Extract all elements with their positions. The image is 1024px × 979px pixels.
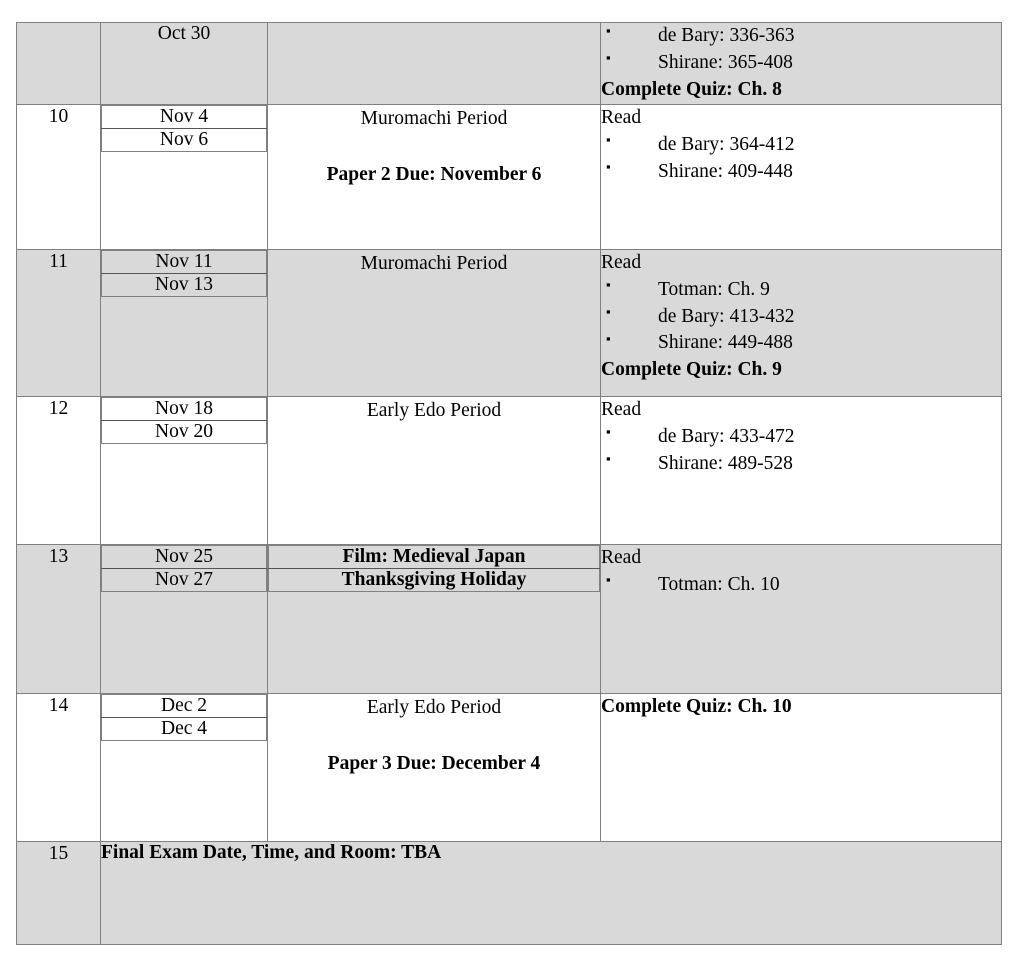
readings-list bbox=[601, 23, 1001, 77]
topic-cell bbox=[268, 23, 601, 105]
date-sub-cell bbox=[102, 128, 267, 151]
topic-stack bbox=[268, 545, 600, 592]
topic-cell bbox=[268, 544, 601, 693]
square-bullet-icon: ▪ bbox=[606, 158, 611, 174]
topic-label: Muromachi Period bbox=[360, 252, 508, 274]
date-sub-cell bbox=[102, 694, 267, 717]
reading-text: de Bary: 364-412 bbox=[658, 133, 795, 155]
week-number: 15 bbox=[48, 842, 69, 864]
week-number: 10 bbox=[48, 105, 69, 127]
date-stack bbox=[101, 397, 267, 444]
date-sub-cell bbox=[102, 545, 267, 568]
week-number: 12 bbox=[48, 397, 69, 419]
list-item bbox=[601, 572, 1001, 599]
readings-list bbox=[601, 424, 1001, 478]
date-sub-cell bbox=[102, 717, 267, 740]
square-bullet-icon: ▪ bbox=[606, 23, 611, 39]
readings-cell bbox=[601, 249, 1002, 396]
quiz-note: Complete Quiz: Ch. 9 bbox=[601, 359, 782, 381]
date-stack bbox=[101, 694, 267, 741]
square-bullet-icon: ▪ bbox=[606, 571, 611, 587]
date-label: Nov 13 bbox=[155, 273, 213, 295]
readings-cell bbox=[601, 396, 1002, 544]
date-sub-cell bbox=[102, 250, 267, 273]
topic-cell bbox=[268, 396, 601, 544]
date-label: Nov 11 bbox=[155, 250, 213, 272]
topic-sub-cell bbox=[269, 568, 600, 591]
film-label: Film: bbox=[342, 545, 393, 567]
list-item bbox=[601, 132, 1001, 159]
reading-text: de Bary: 413-432 bbox=[658, 305, 795, 327]
topic-label: Early Edo Period bbox=[366, 696, 502, 718]
square-bullet-icon: ▪ bbox=[606, 50, 611, 66]
week-number-cell bbox=[17, 23, 101, 105]
readings-list bbox=[601, 277, 1001, 358]
film-title: Medieval Japan bbox=[392, 545, 526, 567]
reading-text: Shirane: 409-448 bbox=[658, 160, 793, 182]
date-cell bbox=[101, 693, 268, 841]
date-cell bbox=[101, 23, 268, 105]
week-number: 13 bbox=[48, 545, 69, 567]
week-number-cell bbox=[17, 249, 101, 396]
readings-cell bbox=[601, 23, 1002, 105]
date-cell bbox=[101, 104, 268, 249]
table-row bbox=[17, 396, 1002, 544]
holiday-label: Thanksgiving Holiday bbox=[341, 568, 527, 590]
assignment-due-label: Paper 2 Due: November 6 bbox=[326, 164, 542, 186]
week-number-cell bbox=[17, 693, 101, 841]
topic-spacer bbox=[268, 133, 600, 161]
reading-text: de Bary: 433-472 bbox=[658, 425, 795, 447]
readings-heading: Read bbox=[601, 106, 642, 128]
date-sub-cell bbox=[102, 397, 267, 420]
quiz-note: Complete Quiz: Ch. 10 bbox=[601, 695, 792, 717]
list-item bbox=[601, 424, 1001, 451]
week-number-cell bbox=[17, 841, 101, 944]
final-exam-cell bbox=[101, 841, 1002, 944]
date-cell bbox=[101, 249, 268, 396]
table-row bbox=[17, 544, 1002, 693]
date-label: Nov 4 bbox=[159, 105, 209, 127]
date-label: Oct 30 bbox=[157, 23, 211, 44]
date-stack bbox=[101, 105, 267, 152]
topic-spacer bbox=[268, 722, 600, 750]
course-schedule-table bbox=[16, 22, 1002, 945]
week-number-cell bbox=[17, 396, 101, 544]
topic-cell bbox=[268, 693, 601, 841]
topic-cell bbox=[268, 249, 601, 396]
list-item bbox=[601, 304, 1001, 331]
date-stack bbox=[101, 545, 267, 592]
date-label: Nov 6 bbox=[159, 128, 209, 150]
date-sub-cell bbox=[102, 568, 267, 591]
date-label: Nov 27 bbox=[155, 568, 213, 590]
date-cell bbox=[101, 544, 268, 693]
reading-text: Shirane: 489-528 bbox=[658, 452, 793, 474]
table-row bbox=[17, 841, 1002, 944]
list-item bbox=[601, 277, 1001, 304]
assignment-due-label: Paper 3 Due: December 4 bbox=[327, 753, 541, 775]
table-row bbox=[17, 23, 1002, 105]
date-label: Nov 25 bbox=[155, 545, 213, 567]
readings-heading: Read bbox=[601, 251, 642, 273]
list-item bbox=[601, 330, 1001, 357]
date-stack bbox=[101, 250, 267, 297]
topic-cell bbox=[268, 104, 601, 249]
date-sub-cell bbox=[102, 420, 267, 443]
readings-cell bbox=[601, 104, 1002, 249]
square-bullet-icon: ▪ bbox=[606, 450, 611, 466]
reading-text: Totman: Ch. 10 bbox=[658, 573, 780, 595]
date-label: Dec 2 bbox=[160, 694, 208, 716]
week-number: 11 bbox=[49, 250, 68, 272]
list-item bbox=[601, 50, 1001, 77]
date-label: Nov 18 bbox=[155, 397, 213, 419]
date-label: Nov 20 bbox=[155, 420, 213, 442]
week-number-cell bbox=[17, 104, 101, 249]
square-bullet-icon: ▪ bbox=[606, 303, 611, 319]
list-item bbox=[601, 23, 1001, 50]
square-bullet-icon: ▪ bbox=[606, 423, 611, 439]
final-exam-label: Final Exam Date, Time, and Room: TBA bbox=[101, 841, 442, 863]
date-sub-cell bbox=[102, 273, 267, 296]
topic-label: Muromachi Period bbox=[360, 107, 508, 129]
table-row bbox=[17, 104, 1002, 249]
square-bullet-icon: ▪ bbox=[606, 276, 611, 292]
topic-sub-cell bbox=[269, 545, 600, 568]
date-sub-cell bbox=[102, 105, 267, 128]
week-number: 14 bbox=[48, 694, 69, 716]
list-item bbox=[601, 451, 1001, 478]
week-number-cell bbox=[17, 544, 101, 693]
quiz-note: Complete Quiz: Ch. 8 bbox=[601, 78, 782, 100]
readings-list bbox=[601, 132, 1001, 186]
reading-text: Shirane: 365-408 bbox=[658, 51, 793, 73]
readings-heading: Read bbox=[601, 398, 642, 420]
square-bullet-icon: ▪ bbox=[606, 131, 611, 147]
readings-list bbox=[601, 572, 1001, 599]
date-cell bbox=[101, 396, 268, 544]
readings-cell bbox=[601, 693, 1002, 841]
reading-text: Totman: Ch. 9 bbox=[658, 278, 770, 300]
readings-heading: Read bbox=[601, 546, 642, 568]
readings-cell bbox=[601, 544, 1002, 693]
square-bullet-icon: ▪ bbox=[606, 330, 611, 346]
reading-text: de Bary: 336-363 bbox=[658, 25, 795, 46]
list-item bbox=[601, 159, 1001, 186]
date-label: Dec 4 bbox=[160, 717, 208, 739]
reading-text: Shirane: 449-488 bbox=[658, 332, 793, 354]
topic-label: Early Edo Period bbox=[366, 399, 502, 421]
table-row bbox=[17, 249, 1002, 396]
table-row bbox=[17, 693, 1002, 841]
